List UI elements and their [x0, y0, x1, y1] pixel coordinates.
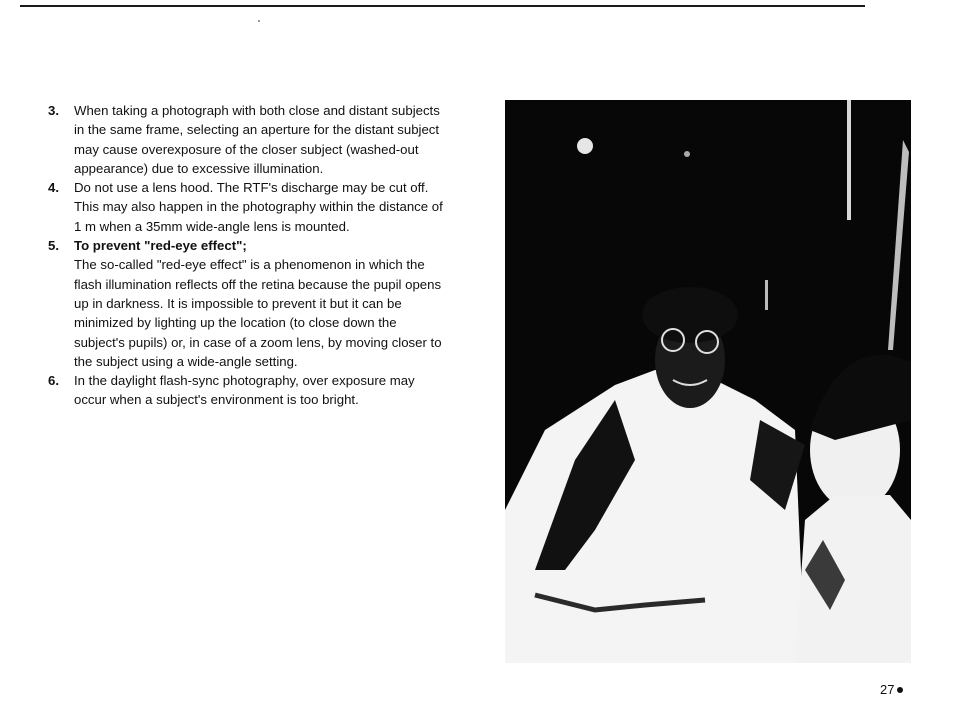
bullet-icon	[897, 687, 903, 693]
note-number: 3.	[48, 103, 59, 118]
note-text: Do not use a lens hood. The RTF's discharge may be cut off. This may also happen in the photography within the distance of 1 m when a 35mm wide-angle lens is mounted.	[74, 180, 443, 234]
note-heading: To prevent "red-eye effect";	[74, 238, 247, 254]
note-text: When taking a photograph with both close and distant subjects in the same frame, selecting an aperture for the distant subject may cause overexposure of the closer subject (washed-out appearance) due to excessive illumination.	[74, 103, 440, 176]
background-highlight	[684, 151, 690, 157]
background-highlight	[765, 280, 768, 310]
note-item-4	[48, 178, 448, 236]
note-number: 5.	[48, 238, 59, 254]
notes-list	[48, 101, 448, 410]
note-text: In the daylight flash-sync photography, over exposure may occur when a subject's environment is too bright.	[74, 373, 415, 408]
top-rule	[20, 5, 865, 7]
flash-photo-illustration	[505, 100, 911, 663]
background-lamp	[577, 138, 593, 154]
note-number: 4.	[48, 180, 59, 196]
note-number: 6.	[48, 373, 59, 389]
print-speck	[258, 20, 260, 22]
flash-photo	[505, 100, 911, 663]
note-text: The so-called "red-eye effect" is a phenomenon in which the flash illumination reflects off the retina because the pupil opens up in darkness. It is impossible to prevent it but it can be minimized by lighting up the location (to close down the subject's pupils) or, in case of a zoom lens, by moving closer to the subject using a wide-angle setting.	[74, 257, 442, 369]
note-item-6	[48, 371, 448, 410]
note-item-3	[48, 101, 448, 178]
page-number	[880, 682, 903, 697]
man-hair	[642, 287, 738, 343]
page-number-text: 27	[880, 682, 895, 697]
note-item-5	[48, 236, 448, 371]
background-light-streak	[847, 100, 851, 220]
